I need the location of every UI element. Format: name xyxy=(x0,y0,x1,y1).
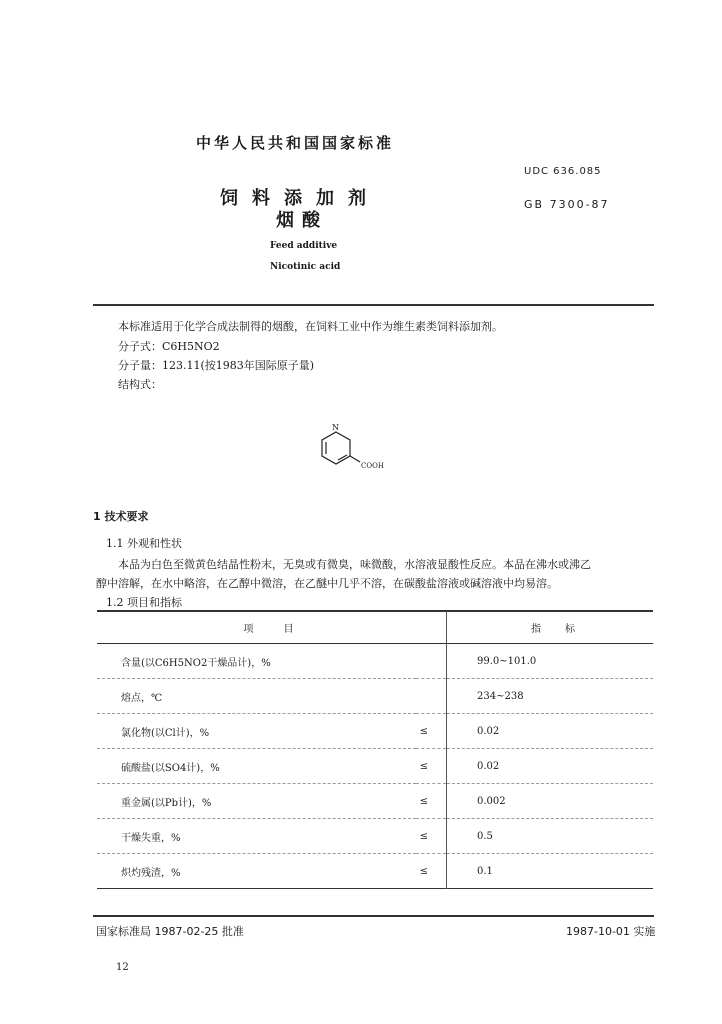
table-row xyxy=(97,819,653,854)
table-row xyxy=(97,714,653,749)
table-row xyxy=(97,749,653,784)
section-1-heading: 1 技术要求 xyxy=(93,510,149,523)
title-cn-line1: 饲料添加剂 xyxy=(220,188,380,209)
footer-divider xyxy=(93,915,654,917)
row-item: 熔点，℃ xyxy=(121,692,163,704)
row-op: ≤ xyxy=(416,854,447,889)
row-op: ≤ xyxy=(416,784,447,819)
row-item: 含量(以C6H5NO2干燥品计)，% xyxy=(121,657,271,669)
header-value: 指标 xyxy=(531,623,599,635)
appearance-text-line2: 醇中溶解，在水中略溶，在乙醇中微溶，在乙醚中几乎不溶，在碳酸盐溶液或碱溶液中均易溶。 xyxy=(96,577,558,590)
title-en-line2: Nicotinic acid xyxy=(270,262,341,272)
section-1-2-heading: 1.2 项目和指标 xyxy=(106,596,182,609)
header-divider xyxy=(93,304,654,306)
row-op xyxy=(416,679,447,714)
spec-table xyxy=(97,611,653,889)
nicotinic-acid-structure xyxy=(310,418,400,478)
page-number: 12 xyxy=(116,962,129,973)
formula-text: 分子式：C6H5NO2 xyxy=(118,340,220,353)
mol-weight-text: 分子量：123.11(按1983年国际原子量) xyxy=(118,359,315,372)
row-value: 0.5 xyxy=(477,830,493,842)
table-row xyxy=(97,679,653,714)
implement-text: 1987-10-01 实施 xyxy=(566,925,656,938)
row-value: 0.002 xyxy=(477,795,506,807)
title-en-line1: Feed additive xyxy=(270,241,338,251)
appearance-text-line1: 本品为白色至微黄色结晶性粉末，无臭或有微臭，味微酸，水溶液显酸性反应。本品在沸水或沸乙 xyxy=(118,558,591,571)
row-item: 硫酸盐(以SO4计)，% xyxy=(121,762,220,774)
scope-text: 本标准适用于化学合成法制得的烟酸，在饲料工业中作为维生素类饲料添加剂。 xyxy=(118,320,503,333)
row-item: 炽灼残渣，% xyxy=(121,867,181,879)
row-value: 0.02 xyxy=(477,760,500,772)
structure-label: 结构式： xyxy=(118,378,162,391)
row-op: ≤ xyxy=(416,714,447,749)
row-op: ≤ xyxy=(416,749,447,784)
table-row xyxy=(97,644,653,679)
approval-text: 国家标准局 1987-02-25 批准 xyxy=(96,925,244,938)
nitrogen-label: N xyxy=(332,423,339,432)
table-row xyxy=(97,784,653,819)
row-op: ≤ xyxy=(416,819,447,854)
row-value: 0.02 xyxy=(477,725,500,737)
table-row xyxy=(97,854,653,889)
row-value: 99.0~101.0 xyxy=(477,655,537,667)
row-op xyxy=(416,644,447,679)
title-cn-line2: 烟酸 xyxy=(276,210,328,231)
row-value: 234~238 xyxy=(477,690,524,702)
section-1-1-heading: 1.1 外观和性状 xyxy=(106,537,182,550)
cooh-label: COOH xyxy=(361,462,384,470)
header-item: 项目 xyxy=(97,611,447,644)
row-value: 0.1 xyxy=(477,865,493,877)
gb-code: GB 7300-87 xyxy=(524,198,610,211)
row-item: 氯化物(以Cl计)，% xyxy=(121,727,210,739)
standard-title: 中华人民共和国国家标准 xyxy=(196,134,395,152)
row-item: 重金属(以Pb计)，% xyxy=(121,797,212,809)
table-header-row xyxy=(97,611,653,644)
udc-code: UDC 636.085 xyxy=(524,166,602,177)
row-item: 干燥失重，% xyxy=(121,832,181,844)
